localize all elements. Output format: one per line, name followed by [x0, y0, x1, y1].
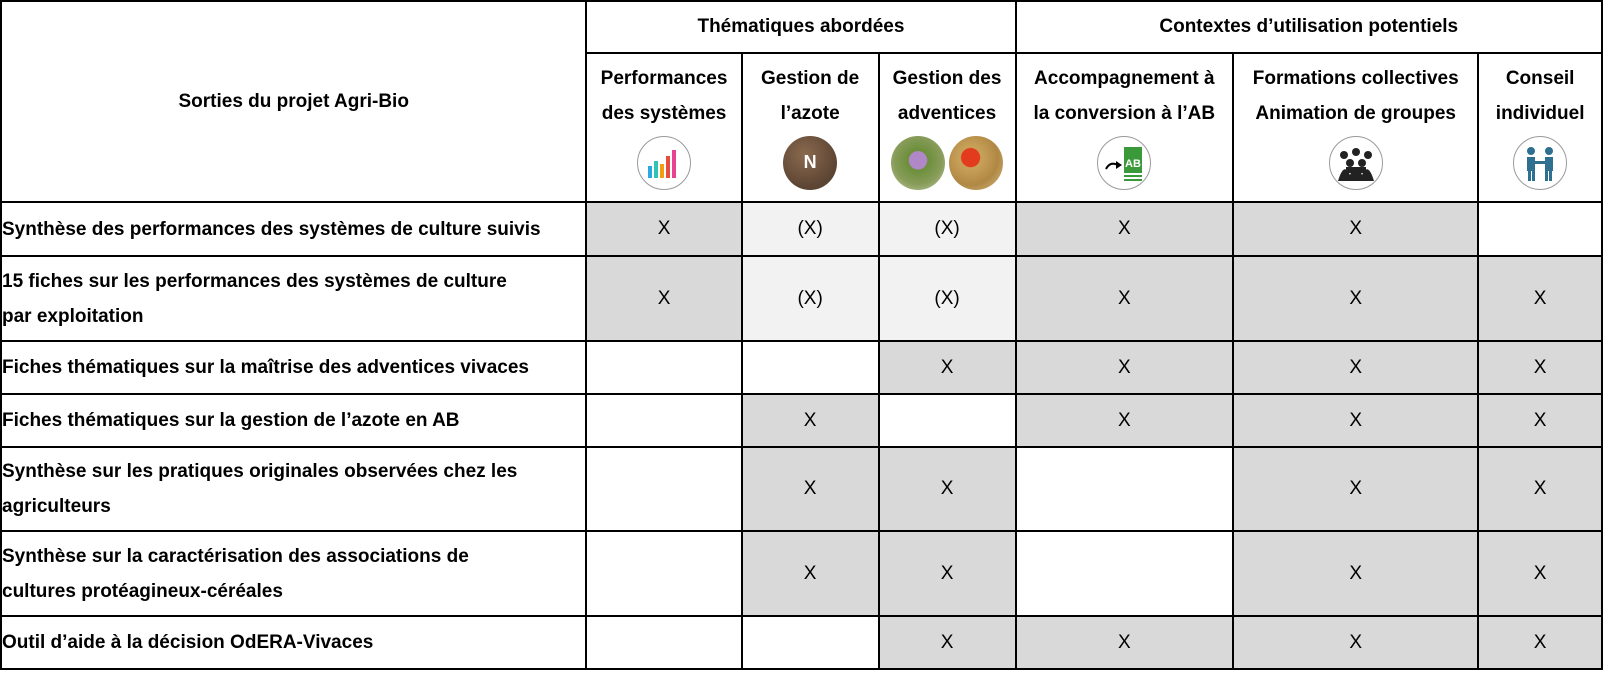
- cell-formations: X: [1233, 341, 1478, 394]
- row-label: [1, 447, 586, 531]
- cell-conseil: X: [1478, 394, 1602, 447]
- cell-azote: X: [742, 447, 879, 531]
- cell-azote: [742, 616, 879, 669]
- cell-conversion: X: [1016, 202, 1234, 256]
- group-contexts-header: Contextes d’utilisation potentiels: [1016, 1, 1603, 53]
- cell-azote: X: [742, 394, 879, 447]
- row-label-line1: Synthèse des performances des systèmes de culture suivis: [2, 218, 541, 240]
- header-group-row: [1, 1, 1602, 53]
- table-row: [1, 447, 1602, 531]
- col-header-line2: la conversion à l’AB: [1033, 102, 1216, 124]
- row-label: [1, 531, 586, 616]
- group-themes-header: Thématiques abordées: [586, 1, 1015, 53]
- row-label-line2: cultures protéagineux-céréales: [2, 580, 283, 602]
- cell-azote: [742, 341, 879, 394]
- col-header-adventices: [879, 53, 1016, 202]
- soil-nitrogen-icon: [783, 136, 837, 190]
- cell-adventices: [879, 394, 1016, 447]
- cell-conseil: X: [1478, 616, 1602, 669]
- nitrogen-symbol: N: [803, 152, 817, 172]
- cell-conseil: X: [1478, 447, 1602, 531]
- poppy-photo-icon: [949, 136, 1003, 190]
- cell-adventices: X: [879, 447, 1016, 531]
- col-header-conseil: [1478, 53, 1602, 202]
- cell-formations: X: [1233, 256, 1478, 341]
- cell-conseil: [1478, 202, 1602, 256]
- col-header-line2: des systèmes: [601, 102, 727, 124]
- cell-conseil: X: [1478, 256, 1602, 341]
- cell-performances: [586, 616, 741, 669]
- cell-adventices: X: [879, 616, 1016, 669]
- row-label: [1, 202, 586, 256]
- group-icon: [1329, 136, 1383, 190]
- table-row: [1, 256, 1602, 341]
- row-label-line1: Outil d’aide à la décision OdERA-Vivaces: [2, 632, 374, 653]
- cell-performances: [586, 341, 741, 394]
- row-label-line1: Fiches thématiques sur la maîtrise des adventices vivaces: [2, 357, 529, 378]
- cell-conversion: [1016, 447, 1234, 531]
- cell-adventices: (X): [879, 256, 1016, 341]
- weeds-photo-icon: [880, 130, 1015, 196]
- col-header-conversion: [1016, 53, 1234, 202]
- col-header-performances: [586, 53, 741, 202]
- cell-formations: X: [1233, 616, 1478, 669]
- table-row: [1, 531, 1602, 616]
- cell-formations: X: [1233, 447, 1478, 531]
- row-label-line1: 15 fiches sur les performances des systèmes de culture: [2, 270, 507, 292]
- row-label: [1, 394, 586, 447]
- cell-performances: X: [586, 256, 741, 341]
- row-label: [1, 341, 586, 394]
- ab-label-icon: [1097, 136, 1151, 190]
- col-header-line2: l’azote: [780, 102, 840, 124]
- row-label-line1: Fiches thématiques sur la gestion de l’azote en AB: [2, 410, 460, 431]
- cell-conversion: X: [1016, 256, 1234, 341]
- col-header-line2: adventices: [897, 102, 997, 124]
- col-header-line1: Accompagnement à: [1034, 67, 1215, 89]
- row-label-line1: Synthèse sur la caractérisation des associations de: [2, 545, 469, 567]
- cell-conseil: X: [1478, 531, 1602, 616]
- table-row: [1, 202, 1602, 256]
- cell-performances: [586, 531, 741, 616]
- cell-azote: X: [742, 531, 879, 616]
- cell-performances: X: [586, 202, 741, 256]
- row-label-line2: agriculteurs: [2, 496, 111, 517]
- cell-formations: X: [1233, 202, 1478, 256]
- cell-conversion: X: [1016, 616, 1234, 669]
- col-header-formations: [1233, 53, 1478, 202]
- cell-conversion: X: [1016, 394, 1234, 447]
- col-header-line1: Formations collectives: [1252, 67, 1459, 89]
- thistle-photo-icon: [891, 136, 945, 190]
- handshake-icon: [1513, 136, 1567, 190]
- row-label-line2: par exploitation: [2, 305, 144, 327]
- cell-azote: (X): [742, 202, 879, 256]
- col-header-line1: Conseil: [1505, 67, 1575, 89]
- cell-adventices: (X): [879, 202, 1016, 256]
- col-header-line1: Gestion des: [892, 67, 1002, 89]
- corner-label: Sorties du projet Agri-Bio: [1, 1, 586, 202]
- table-row: [1, 341, 1602, 394]
- cell-formations: X: [1233, 394, 1478, 447]
- row-label: [1, 616, 586, 669]
- bar-chart-icon: [637, 136, 691, 190]
- cell-formations: X: [1233, 531, 1478, 616]
- row-label: [1, 256, 586, 341]
- cell-azote: (X): [742, 256, 879, 341]
- col-header-line2: Animation de groupes: [1255, 102, 1456, 124]
- row-label-line1: Synthèse sur les pratiques originales observées chez les: [2, 461, 518, 482]
- cell-performances: [586, 394, 741, 447]
- col-header-line1: Performances: [600, 67, 728, 89]
- table-row: [1, 394, 1602, 447]
- ab-label-text: AB: [1125, 157, 1142, 170]
- table-row: [1, 616, 1602, 669]
- cell-adventices: X: [879, 531, 1016, 616]
- cell-adventices: X: [879, 341, 1016, 394]
- col-header-azote: [742, 53, 879, 202]
- col-header-line1: Gestion de: [761, 67, 860, 89]
- cell-conseil: X: [1478, 341, 1602, 394]
- cell-conversion: X: [1016, 341, 1234, 394]
- cell-performances: [586, 447, 741, 531]
- col-header-line2: individuel: [1495, 102, 1585, 124]
- cell-conversion: [1016, 531, 1234, 616]
